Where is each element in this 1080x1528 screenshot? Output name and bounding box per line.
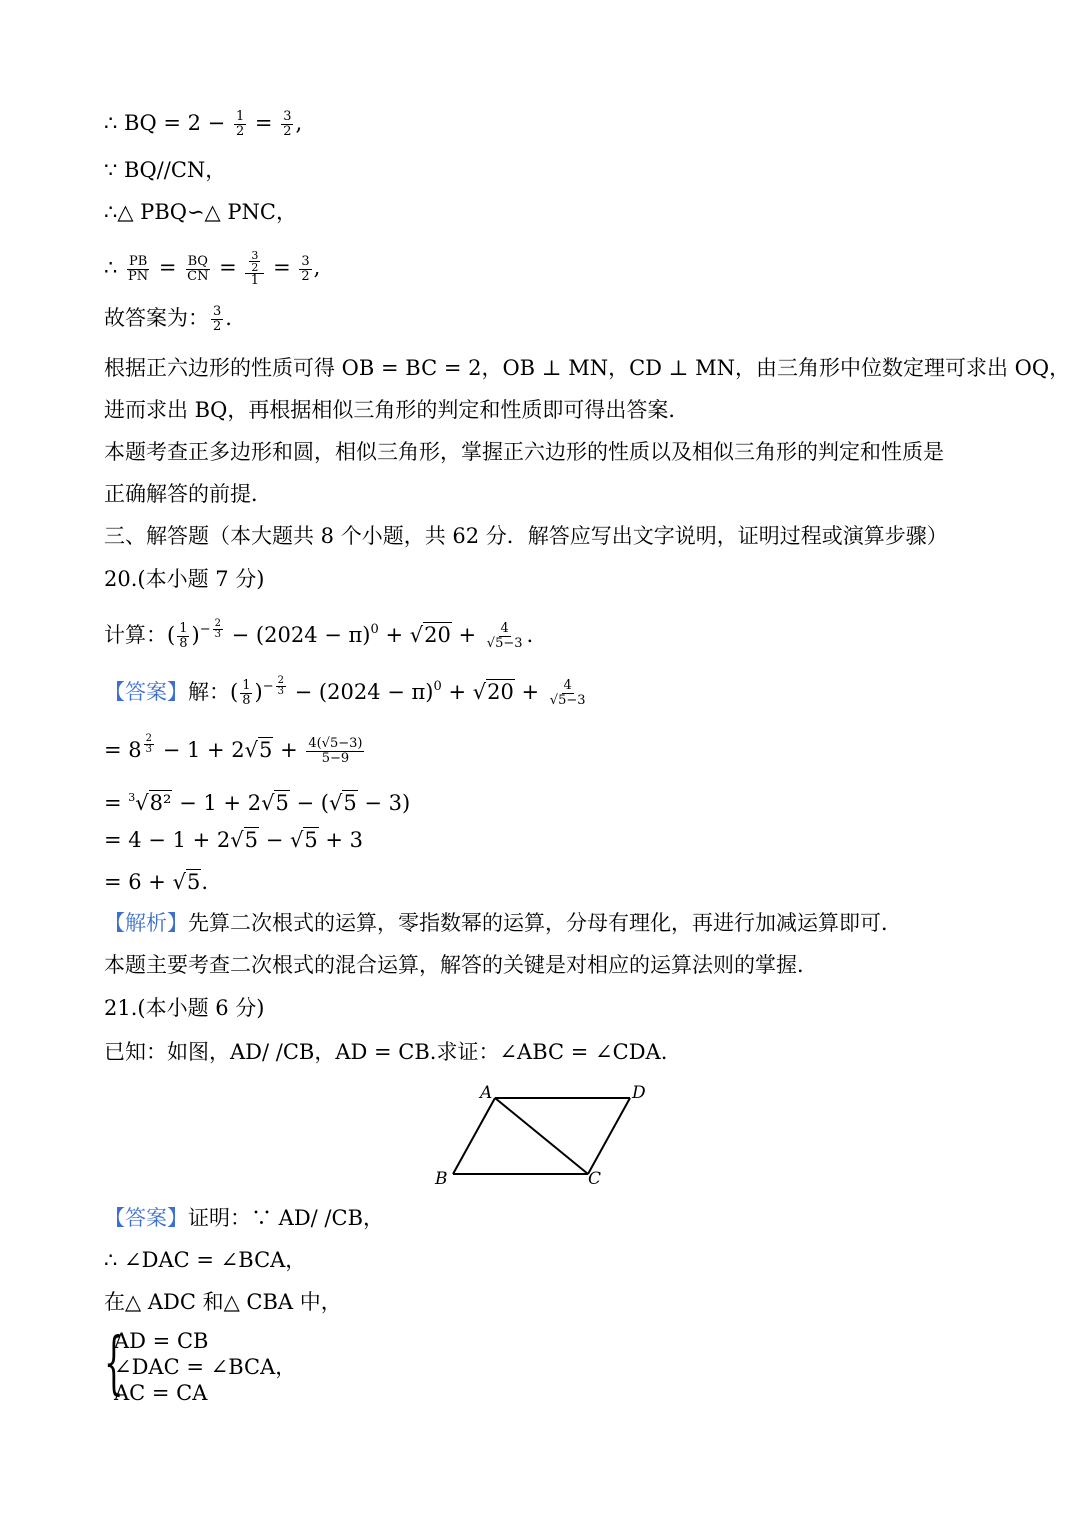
line-bq-value <box>104 110 302 139</box>
line-bq-parallel: ∵ BQ//CN， <box>104 158 227 182</box>
step-3: = 4 − 1 + 2√5 − √5 + 3 <box>104 828 364 852</box>
section-3-heading: 三、解答题（本大题共 8 个小题，共 62 分．解答应写出文字说明，证明过程或演算步骤） <box>104 524 948 548</box>
label-a: A <box>480 1083 493 1103</box>
condition-2: ∠DAC = ∠BCA， <box>114 1355 297 1379</box>
bq-formula: ∴ BQ = 2 − $\frac{1}{2}$ = $\frac{3}{2}$ , <box>104 109 303 139</box>
para-3: 本题考查正多边形和圆，相似三角形，掌握正六边形的性质以及相似三角形的判定和性质是 <box>104 440 944 464</box>
answer-tag-21: 【答案】 <box>104 1206 188 1230</box>
label-b: B <box>435 1169 448 1189</box>
step-1: = 8 $^{\frac{2}{3}}$ − 1 + 2√5 + $\frac{4(√5-3)}{5-9}$ <box>104 733 363 766</box>
answer-20-line: 【答案】解：( $\frac{1}{8}$ )$^{- \frac{2}{3}}$ − $(2024 - \pi)^0 + √20$ + $\frac{4}{√5-3}$ <box>104 675 586 708</box>
proof-line-1: ∴ ∠DAC = ∠BCA， <box>104 1248 307 1272</box>
parallelogram-figure <box>430 1078 660 1190</box>
analysis-20 <box>104 910 902 936</box>
condition-1: AD = CB <box>114 1329 209 1353</box>
solution-prefix: 解： <box>188 680 230 704</box>
analysis-text: 先算二次根式的运算，零指数幂的运算，分母有理化，再进行加减运算即可． <box>188 911 902 935</box>
para-4: 正确解答的前提． <box>104 482 272 506</box>
line-ratio: ∴ $\frac{PB}{PN}$ = $\frac{BQ}{CN}$ = $\frac{\frac{3}{2}}{1}$ = $\frac{3}{2}$ , <box>104 249 321 288</box>
analysis-tag: 【解析】 <box>104 911 188 935</box>
question-21-title: 21.(本小题 6 分) <box>104 996 265 1020</box>
answer-21-line <box>104 1205 384 1231</box>
question-20-expression: 计算：( $\frac{1}{8}$ )$^{- \frac{2}{3}}$ − $(2024 - \pi)^0 + √20$ + $\frac{4}{√5-3}$ . <box>104 618 534 651</box>
step-2: = $^3$√8² − 1 + 2√5 − (√5 − 3) <box>104 791 411 815</box>
proof-line-2: 在△ ADC 和△ CBA 中， <box>104 1290 342 1314</box>
summary-20: 本题主要考查二次根式的混合运算，解答的关键是对相应的运算法则的掌握． <box>104 953 818 977</box>
line-similar-triangles: ∴△ PBQ∽△ PNC， <box>104 200 297 224</box>
para-1: 根据正六边形的性质可得 OB = BC = 2，OB ⊥ MN，CD ⊥ MN，由三角形中位数定理可求出 OQ， <box>104 356 1071 380</box>
step-4: = 6 + √5. <box>104 870 209 894</box>
label-d: D <box>632 1083 646 1103</box>
answer-prefix: 故答案为： <box>104 306 209 330</box>
left-brace: { <box>104 1324 124 1403</box>
condition-3: AC = CA <box>114 1381 208 1405</box>
para-2: 进而求出 BQ，再根据相似三角形的判定和性质即可得出答案． <box>104 398 690 422</box>
label-c: C <box>588 1169 602 1189</box>
compute-prefix: 计算： <box>104 623 167 647</box>
line-answer-32: 故答案为： $\frac{3}{2}$ . <box>104 304 232 334</box>
proof-start: 证明：∵ AD/ /CB， <box>188 1206 385 1230</box>
question-20-title: 20.(本小题 7 分) <box>104 567 265 591</box>
answer-tag: 【答案】 <box>104 680 188 704</box>
question-21-text: 已知：如图，AD/ /CB，AD = CB.求证：∠ABC = ∠CDA. <box>104 1040 668 1064</box>
